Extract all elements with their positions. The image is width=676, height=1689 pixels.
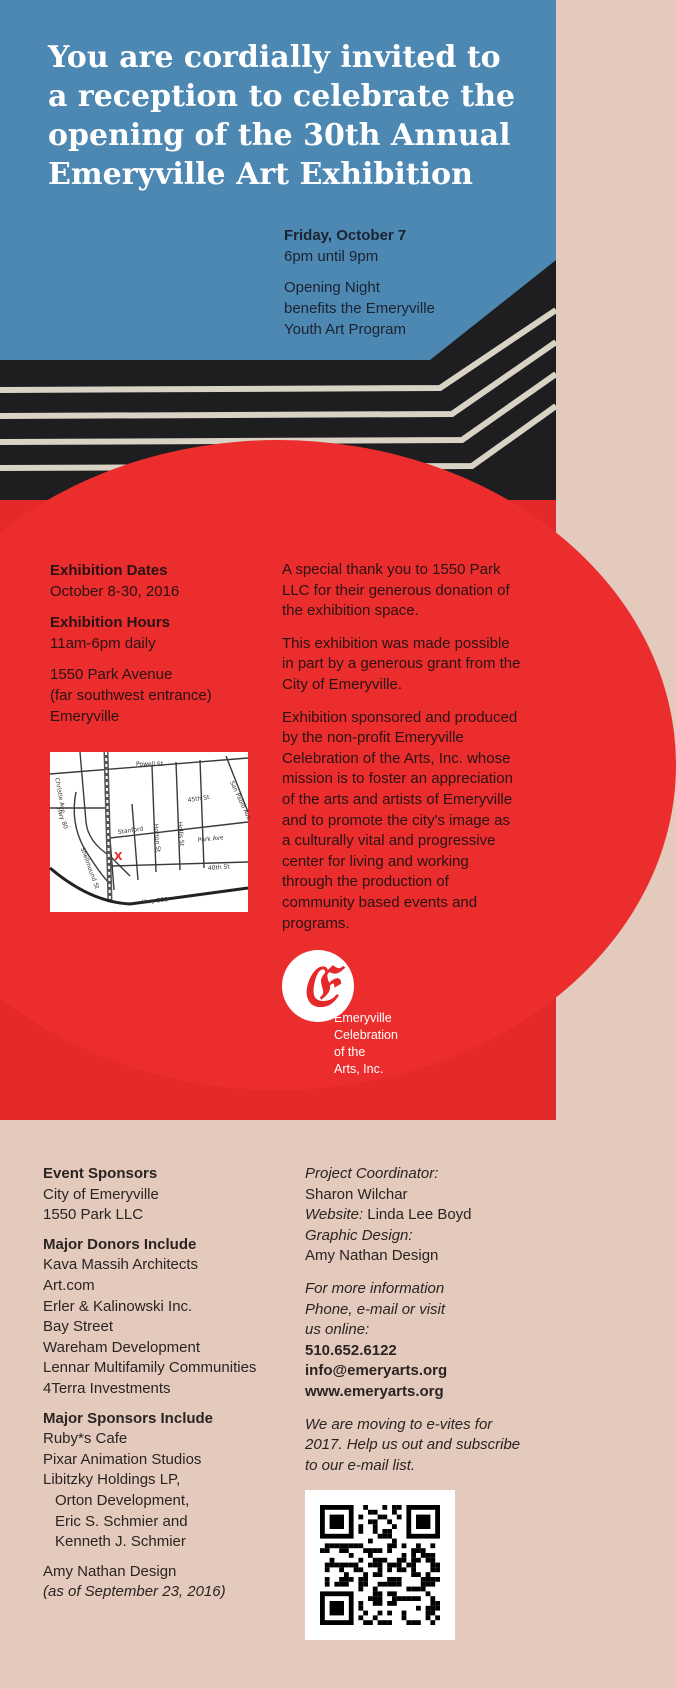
qr-module	[426, 1582, 431, 1587]
qr-module	[392, 1577, 397, 1582]
qr-module	[358, 1567, 363, 1572]
qr-module	[430, 1601, 435, 1606]
qr-module	[430, 1553, 435, 1558]
qr-module	[373, 1519, 378, 1524]
major-sponsor-subitem: Kenneth J. Schmier	[55, 1533, 186, 1551]
map-street-line	[200, 760, 204, 868]
qr-module	[330, 1601, 344, 1615]
qr-module	[416, 1572, 421, 1577]
evite-line: 2017. Help us out and subscribe	[305, 1436, 521, 1454]
qr-module	[378, 1534, 383, 1539]
qr-module	[430, 1577, 435, 1582]
address-line: 1550 Park Avenue	[50, 666, 173, 683]
email-link[interactable]: info@emeryarts.org	[305, 1362, 448, 1380]
qr-module	[354, 1567, 359, 1572]
coordinator-label: Project Coordinator:	[305, 1165, 439, 1182]
qr-module	[416, 1620, 421, 1625]
qr-module	[397, 1577, 402, 1582]
donor-item: Wareham Development	[43, 1338, 201, 1356]
qr-module	[392, 1543, 397, 1548]
qr-module	[368, 1539, 373, 1544]
qr-module	[421, 1582, 426, 1587]
qr-module	[430, 1558, 435, 1563]
qr-module	[426, 1553, 431, 1558]
event-sponsors-heading: Event Sponsors	[43, 1165, 158, 1182]
qr-module	[430, 1543, 435, 1548]
qr-module	[373, 1563, 378, 1568]
qr-module	[378, 1582, 383, 1587]
qr-module	[426, 1572, 431, 1577]
qr-module	[334, 1563, 339, 1568]
qr-module	[411, 1567, 416, 1572]
qr-module	[344, 1563, 349, 1568]
qr-module	[397, 1582, 402, 1587]
qr-module	[402, 1611, 407, 1616]
evite-line: We are moving to e-vites for	[305, 1415, 493, 1433]
qr-module	[392, 1563, 397, 1568]
qr-module	[397, 1515, 402, 1520]
qr-module	[363, 1548, 368, 1553]
qr-module	[358, 1577, 363, 1582]
qr-module	[368, 1510, 373, 1515]
qr-module	[406, 1563, 411, 1568]
qr-module	[358, 1587, 363, 1592]
qr-module	[387, 1611, 392, 1616]
qr-module	[402, 1596, 407, 1601]
map-label: Horton St	[152, 823, 162, 853]
qr-code-icon	[320, 1505, 440, 1625]
qr-module	[349, 1577, 354, 1582]
donor-item: Art.com	[43, 1276, 95, 1294]
qr-module	[435, 1615, 440, 1620]
qr-module	[426, 1615, 431, 1620]
qr-module	[421, 1553, 426, 1558]
qr-module	[435, 1606, 440, 1611]
qr-module	[378, 1548, 383, 1553]
qr-module	[392, 1505, 397, 1510]
logo-text-line: Arts, Inc.	[334, 1062, 384, 1076]
map-label: Hwy 580	[141, 896, 169, 906]
donor-item: Bay Street	[43, 1318, 114, 1336]
map-label: 40th St	[207, 863, 230, 872]
qr-module	[397, 1567, 402, 1572]
qr-module	[406, 1587, 411, 1592]
qr-module	[382, 1515, 387, 1520]
qr-module	[368, 1519, 373, 1524]
qr-module	[378, 1611, 383, 1616]
qr-module	[416, 1596, 421, 1601]
donor-item: Kava Massih Architects	[43, 1256, 199, 1274]
qr-module	[406, 1596, 411, 1601]
map-label: San Pablo Ave	[228, 779, 253, 822]
qr-module	[435, 1601, 440, 1606]
qr-module	[426, 1611, 431, 1616]
qr-module	[416, 1548, 421, 1553]
qr-module	[387, 1519, 392, 1524]
event-info	[284, 225, 534, 340]
qr-module	[358, 1558, 363, 1563]
qr-module	[387, 1620, 392, 1625]
coordinator-name: Sharon Wilchar	[305, 1185, 408, 1203]
map-label: Stanford	[117, 825, 144, 836]
qr-module	[373, 1529, 378, 1534]
thanks-paragraph: A special thank you to 1550 Park LLC for their generous donation of the exhibition space.	[282, 561, 510, 620]
qr-module	[334, 1543, 339, 1548]
event-benefit-line: Opening Night	[284, 279, 380, 296]
qr-module	[430, 1606, 435, 1611]
major-sponsor-item: Amy Nathan Design	[43, 1562, 177, 1580]
website-credit	[305, 1205, 530, 1226]
qr-module	[416, 1606, 421, 1611]
qr-module	[358, 1582, 363, 1587]
major-sponsor-subitem: Eric S. Schmier and	[55, 1512, 188, 1530]
qr-module	[368, 1563, 373, 1568]
qr-module	[411, 1572, 416, 1577]
contact-info	[305, 1164, 530, 1476]
qr-module	[426, 1591, 431, 1596]
qr-module	[392, 1510, 397, 1515]
qr-module	[344, 1582, 349, 1587]
qr-module	[354, 1543, 359, 1548]
event-date: Friday, October 7	[284, 227, 407, 244]
donor-item: Lennar Multifamily Communities	[43, 1359, 257, 1377]
qr-module	[411, 1553, 416, 1558]
invitation-header	[0, 0, 556, 500]
design-name: Amy Nathan Design	[305, 1247, 439, 1265]
donor-item: Erler & Kalinowski Inc.	[43, 1297, 193, 1315]
qr-module	[373, 1596, 378, 1601]
qr-module	[430, 1567, 435, 1572]
map-label: 45th St	[187, 794, 210, 804]
qr-module	[344, 1548, 349, 1553]
exhibition-info	[50, 560, 270, 727]
qr-module	[426, 1606, 431, 1611]
qr-module	[325, 1582, 330, 1587]
qr-module	[339, 1543, 344, 1548]
thanks-paragraph: This exhibition was made possible in part by a generous grant from the City of Emeryville.	[282, 634, 521, 693]
qr-module	[397, 1596, 402, 1601]
qr-module	[387, 1548, 392, 1553]
map-label: Hwy 80	[54, 806, 70, 831]
qr-module	[411, 1587, 416, 1592]
evite-line: to our e-mail list.	[305, 1456, 416, 1474]
qr-module	[373, 1510, 378, 1515]
qr-module	[382, 1534, 387, 1539]
address-line: Emeryville	[50, 708, 120, 725]
map-label: Christie Ave	[53, 777, 67, 814]
qr-module	[416, 1558, 421, 1563]
qr-module	[387, 1591, 392, 1596]
qr-module	[416, 1587, 421, 1592]
qr-module	[358, 1543, 363, 1548]
website-credit-label: Website:	[305, 1206, 364, 1224]
qr-module	[373, 1591, 378, 1596]
qr-module	[363, 1572, 368, 1577]
qr-module	[363, 1577, 368, 1582]
qr-module	[392, 1582, 397, 1587]
qr-module	[330, 1563, 335, 1568]
logo-text-line: Celebration	[334, 1028, 398, 1042]
qr-module	[387, 1601, 392, 1606]
dates-value: October 8-30, 2016	[50, 583, 180, 600]
website-link[interactable]: www.emeryarts.org	[305, 1382, 444, 1400]
qr-module	[339, 1548, 344, 1553]
address-line: (far southwest entrance)	[50, 687, 212, 704]
qr-module	[373, 1548, 378, 1553]
qr-module	[358, 1606, 363, 1611]
map-label: Shellmound St	[78, 846, 101, 890]
qr-module	[392, 1596, 397, 1601]
qr-module	[378, 1567, 383, 1572]
qr-module	[325, 1563, 330, 1568]
qr-module	[426, 1577, 431, 1582]
map-street-line	[152, 766, 156, 872]
logo-text-line: of the	[334, 1045, 366, 1059]
event-benefit-line: Youth Art Program	[284, 321, 407, 338]
qr-module	[368, 1548, 373, 1553]
qr-module	[387, 1563, 392, 1568]
qr-module	[349, 1543, 354, 1548]
qr-module	[382, 1505, 387, 1510]
qr-module	[358, 1601, 363, 1606]
qr-module	[363, 1611, 368, 1616]
qr-module	[421, 1577, 426, 1582]
qr-module	[325, 1548, 330, 1553]
qr-module	[363, 1505, 368, 1510]
qr-module	[402, 1553, 407, 1558]
qr-module	[378, 1620, 383, 1625]
sponsors-and-contact	[0, 1120, 556, 1689]
exhibition-details	[0, 500, 556, 1120]
qr-module	[330, 1558, 335, 1563]
major-sponsors-heading: Major Sponsors Include	[43, 1409, 214, 1427]
qr-module	[430, 1611, 435, 1616]
qr-module	[387, 1582, 392, 1587]
design-label: Graphic Design:	[305, 1226, 413, 1244]
qr-module	[378, 1572, 383, 1577]
major-sponsor-item: Pixar Animation Studios	[43, 1450, 202, 1468]
qr-module	[430, 1620, 435, 1625]
qr-module	[378, 1558, 383, 1563]
major-sponsor-item: Libitzky Holdings LP,	[43, 1471, 181, 1489]
emeryville-celebration-logo	[282, 950, 422, 1090]
qr-module	[339, 1567, 344, 1572]
map-label: Hollis St	[176, 821, 186, 847]
qr-module	[411, 1620, 416, 1625]
qr-module	[320, 1548, 325, 1553]
qr-module	[325, 1543, 330, 1548]
sponsor-item: 1550 Park LLC	[43, 1206, 144, 1224]
qr-module	[416, 1543, 421, 1548]
phone-number[interactable]: 510.652.6122	[305, 1341, 397, 1359]
qr-module	[421, 1548, 426, 1553]
qr-module	[354, 1563, 359, 1568]
thanks-paragraph: Exhibition sponsored and produced by the non-profit Emeryville Celebration of the Arts, Inc. whose mission is to foster an appreciation of the arts and artists of Emeryville and to promote the city's image as a culturally vital and progressive center for living and working through the production of community based events and programs.	[282, 708, 518, 932]
qr-module	[392, 1539, 397, 1544]
map-label: Park Ave	[197, 834, 224, 844]
qr-module	[402, 1567, 407, 1572]
qr-module	[430, 1582, 435, 1587]
qr-module	[382, 1582, 387, 1587]
qr-module	[339, 1582, 344, 1587]
qr-module	[325, 1567, 330, 1572]
qr-module	[373, 1587, 378, 1592]
qr-module	[368, 1553, 373, 1558]
info-line: us online:	[305, 1321, 370, 1339]
qr-module	[363, 1582, 368, 1587]
qr-module	[382, 1529, 387, 1534]
qr-module	[397, 1563, 402, 1568]
qr-module	[334, 1582, 339, 1587]
qr-module	[421, 1587, 426, 1592]
major-sponsor-item: Ruby*s Cafe	[43, 1430, 128, 1448]
qr-module	[387, 1529, 392, 1534]
qr-module	[411, 1558, 416, 1563]
qr-module	[373, 1572, 378, 1577]
qr-module	[387, 1543, 392, 1548]
qr-module	[406, 1620, 411, 1625]
qr-module	[358, 1615, 363, 1620]
qr-module	[392, 1601, 397, 1606]
qr-module	[387, 1577, 392, 1582]
qr-module	[339, 1577, 344, 1582]
subscribe-qr-code[interactable]	[305, 1490, 455, 1640]
qr-module	[387, 1567, 392, 1572]
qr-module	[344, 1572, 349, 1577]
qr-module	[382, 1558, 387, 1563]
qr-module	[402, 1558, 407, 1563]
qr-module	[378, 1601, 383, 1606]
logo-text	[334, 1010, 398, 1078]
qr-module	[402, 1543, 407, 1548]
qr-module	[373, 1615, 378, 1620]
sponsors-as-of-note: (as of September 23, 2016)	[43, 1583, 226, 1601]
info-line: Phone, e-mail or visit	[305, 1300, 446, 1318]
qr-module	[378, 1515, 383, 1520]
logo-text-line: Emeryville	[334, 1011, 392, 1025]
hours-value: 11am-6pm daily	[50, 635, 156, 652]
qr-module	[373, 1558, 378, 1563]
qr-module	[330, 1543, 335, 1548]
qr-module	[426, 1558, 431, 1563]
major-sponsor-subitem: Orton Development,	[55, 1491, 190, 1509]
qr-module	[330, 1515, 344, 1529]
qr-module	[378, 1591, 383, 1596]
sponsors-list	[43, 1164, 283, 1603]
qr-module	[368, 1620, 373, 1625]
sponsor-item: City of Emeryville	[43, 1185, 159, 1203]
dates-heading: Exhibition Dates	[50, 562, 168, 579]
logo-e-icon: 𝔈	[282, 950, 354, 1022]
info-line: For more information	[305, 1279, 445, 1297]
map-street-line	[176, 762, 180, 870]
qr-module	[411, 1596, 416, 1601]
qr-module	[397, 1505, 402, 1510]
qr-module	[435, 1563, 440, 1568]
invitation-headline: You are cordially invited to a reception to celebrate the opening of the 30th Annual Emeryville Art Exhibition	[48, 40, 516, 192]
qr-module	[430, 1596, 435, 1601]
qr-module	[368, 1596, 373, 1601]
qr-module	[344, 1577, 349, 1582]
qr-module	[397, 1558, 402, 1563]
qr-module	[373, 1524, 378, 1529]
qr-module	[392, 1524, 397, 1529]
qr-module	[378, 1563, 383, 1568]
map-street-line	[132, 804, 138, 880]
hours-heading: Exhibition Hours	[50, 614, 170, 631]
qr-module	[411, 1563, 416, 1568]
qr-module	[416, 1515, 430, 1529]
venue-marker: X	[114, 850, 123, 863]
qr-module	[358, 1529, 363, 1534]
qr-module	[402, 1615, 407, 1620]
qr-module	[435, 1577, 440, 1582]
donors-heading: Major Donors Include	[43, 1235, 197, 1253]
qr-module	[382, 1620, 387, 1625]
qr-module	[358, 1524, 363, 1529]
acknowledgements	[282, 560, 522, 946]
qr-module	[387, 1534, 392, 1539]
qr-module	[363, 1620, 368, 1625]
qr-module	[358, 1515, 363, 1520]
qr-module	[344, 1543, 349, 1548]
event-benefit-line: benefits the Emeryville	[284, 300, 435, 317]
qr-module	[349, 1563, 354, 1568]
website-credit-name: Linda Lee Boyd	[363, 1206, 472, 1224]
event-time: 6pm until 9pm	[284, 248, 379, 265]
qr-module	[349, 1553, 354, 1558]
map-drawing	[50, 752, 253, 912]
donor-item: 4Terra Investments	[43, 1379, 171, 1397]
qr-module	[430, 1563, 435, 1568]
qr-module	[378, 1596, 383, 1601]
qr-module	[373, 1601, 378, 1606]
location-map[interactable]	[50, 752, 253, 912]
qr-module	[411, 1548, 416, 1553]
qr-module	[339, 1563, 344, 1568]
qr-module	[392, 1591, 397, 1596]
qr-module	[435, 1567, 440, 1572]
qr-module	[325, 1577, 330, 1582]
map-label: Powell St	[136, 761, 164, 768]
